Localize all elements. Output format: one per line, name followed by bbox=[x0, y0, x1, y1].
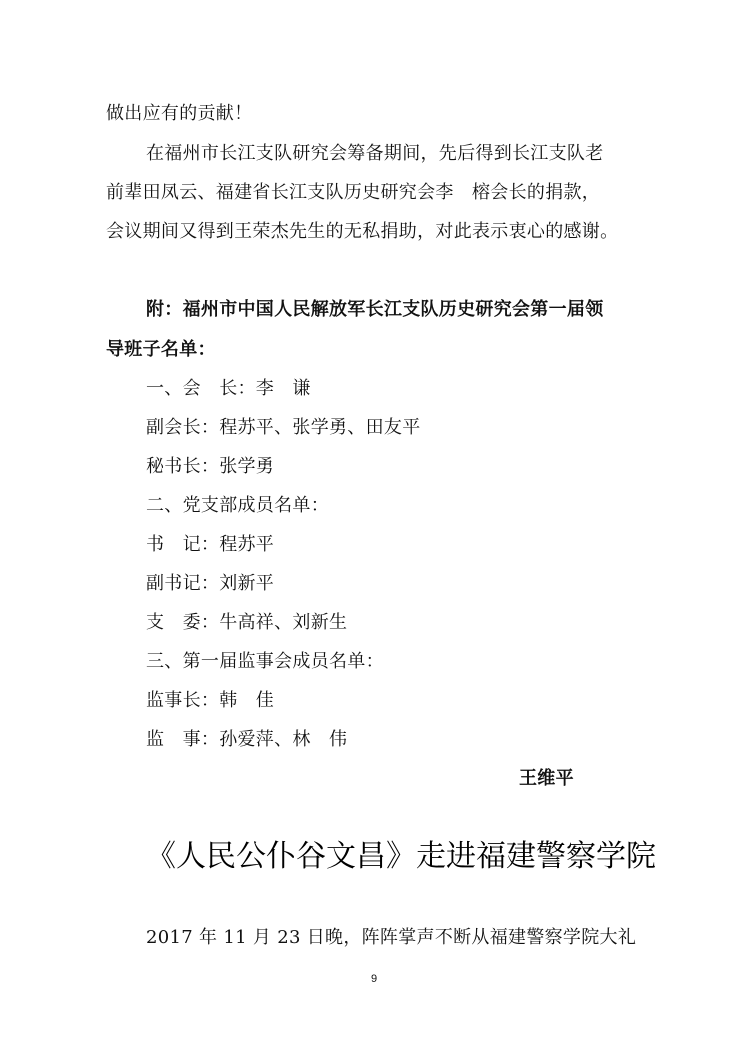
appendix-item-party-secretary: 书 记：程苏平 bbox=[146, 534, 275, 555]
appendix-item-branch-committee: 支 委：牛高祥、刘新生 bbox=[146, 612, 348, 633]
page-number: 9 bbox=[371, 973, 378, 985]
appendix-item-supervisory-board: 三、第一届监事会成员名单： bbox=[146, 651, 384, 672]
article-title: 《人民公仆谷文昌》走进福建警察学院 bbox=[146, 839, 656, 874]
appendix-item-president: 一、会 长：李 谦 bbox=[146, 378, 311, 399]
paragraph-line-4: 会议期间又得到王荣杰先生的无私捐助，对此表示衷心的感谢。 bbox=[106, 221, 619, 242]
appendix-item-supervisors: 监 事：孙爱萍、林 伟 bbox=[146, 729, 348, 750]
appendix-item-deputy-secretary: 副书记：刘新平 bbox=[146, 573, 275, 594]
appendix-heading-line-2: 导班子名单： bbox=[106, 339, 216, 360]
appendix-item-secretary-general: 秘书长：张学勇 bbox=[146, 456, 275, 477]
appendix-heading-line-1: 附：福州市中国人民解放军长江支队历史研究会第一届领 bbox=[146, 299, 604, 320]
appendix-item-vice-president: 副会长：程苏平、张学勇、田友平 bbox=[146, 417, 421, 438]
appendix-item-chief-supervisor: 监事长：韩 佳 bbox=[146, 690, 275, 711]
appendix-item-party-branch: 二、党支部成员名单： bbox=[146, 495, 329, 516]
signature: 王维平 bbox=[519, 768, 574, 789]
paragraph-line-3: 前辈田凤云、福建省长江支队历史研究会李 榕会长的捐款， bbox=[106, 182, 601, 203]
article-first-line: 2017 年 11 月 23 日晚，阵阵掌声不断从福建警察学院大礼 bbox=[146, 927, 637, 948]
paragraph-line-2: 在福州市长江支队研究会筹备期间，先后得到长江支队老 bbox=[146, 143, 604, 164]
paragraph-line-1: 做出应有的贡献！ bbox=[106, 103, 253, 124]
